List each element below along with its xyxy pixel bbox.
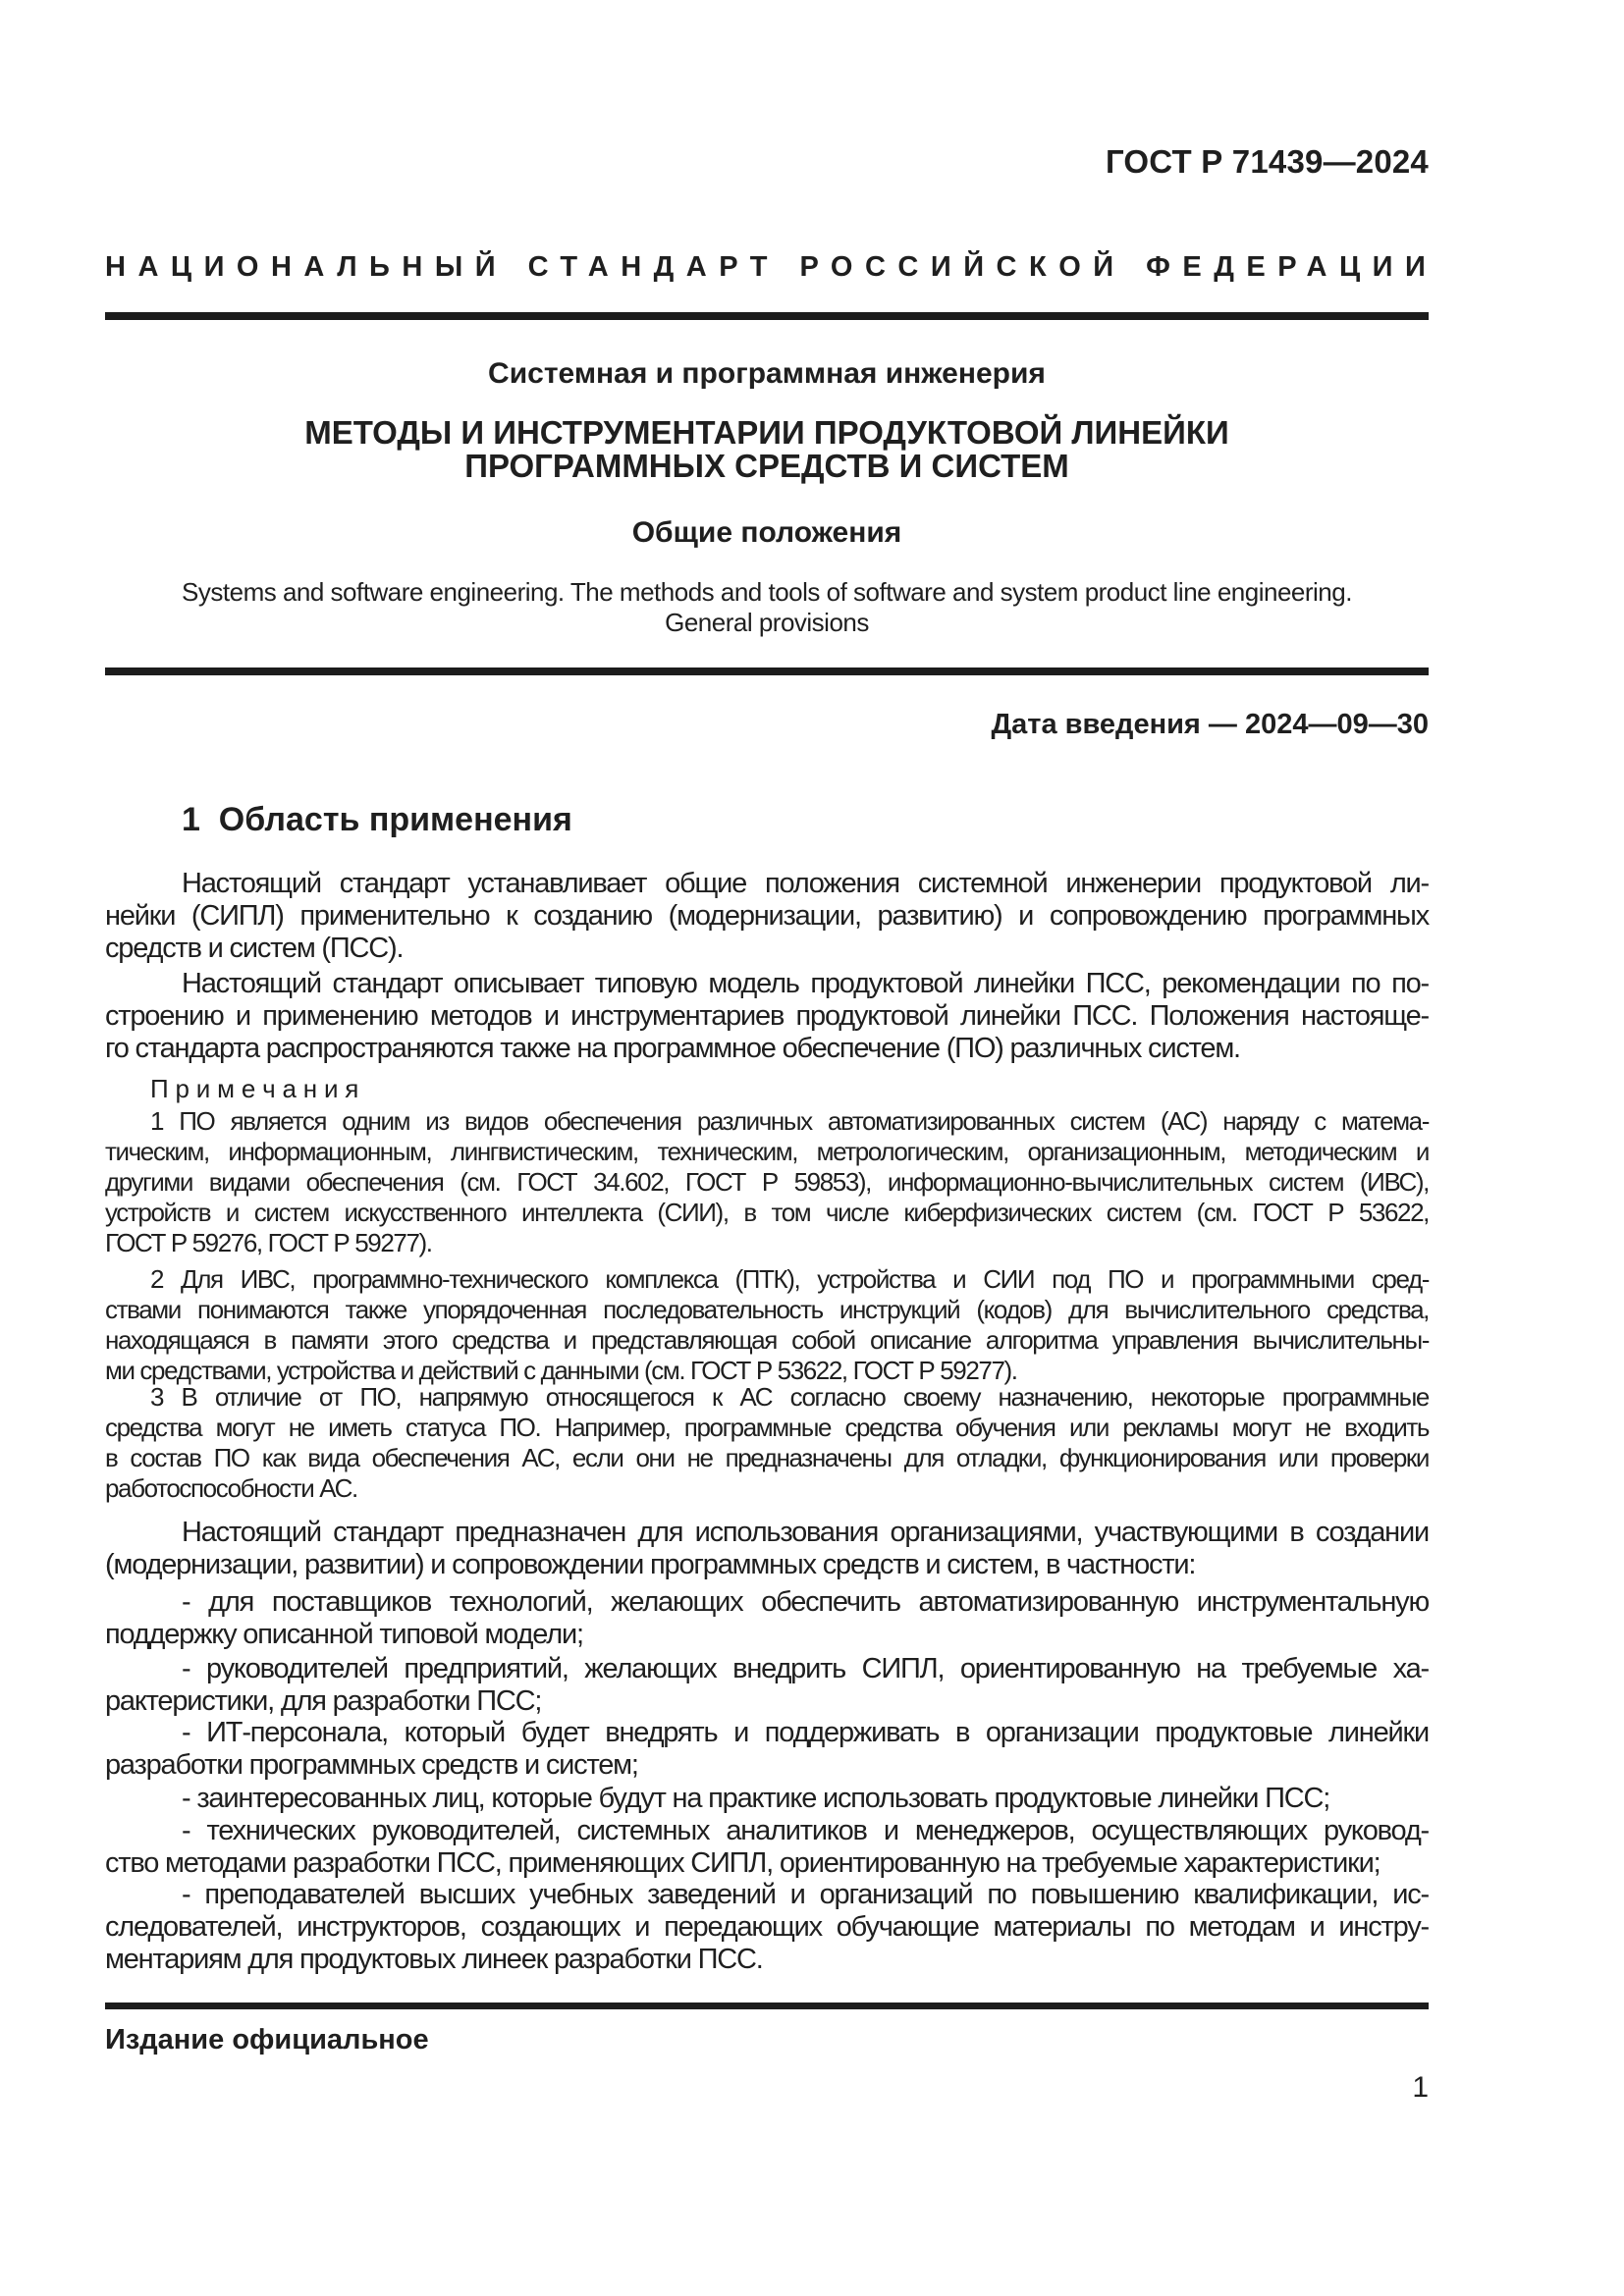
- text-line: тическим, информационным, лингвистическим, техническим, метрологическим, организационным, методическим и: [105, 1137, 1429, 1166]
- text-line: го стандарта распространяются также на программное обеспечение (ПО) различных систем.: [105, 1033, 1240, 1064]
- main-title: [105, 416, 1429, 483]
- text-line: другими видами обеспечения (см. ГОСТ 34.602, ГОСТ Р 59853), информационно-вычислительных систем (ИВС),: [105, 1167, 1429, 1197]
- text-line: - руководителей предприятий, желающих внедрить СИПЛ, ориентированную на требуемые ха-: [182, 1653, 1429, 1684]
- scope-paragraph-3: [105, 1517, 1429, 1581]
- divider-rule-bottom: [105, 2002, 1429, 2009]
- text-line: ПРОГРАММНЫХ СРЕДСТВ И СИСТЕМ: [464, 448, 1069, 484]
- text-line: строению и применению методов и инструментариев продуктовой линейки ПСС. Положения настояще-: [105, 1000, 1429, 1032]
- bullet-item-4: [105, 1783, 1429, 1815]
- note-3: [105, 1382, 1429, 1504]
- text-line: Systems and software engineering. The methods and tools of software and system product line engineering.: [182, 577, 1352, 607]
- page-number: 1: [1412, 2071, 1429, 2104]
- text-line: - для поставщиков технологий, желающих обеспечить автоматизированную инструментальную: [182, 1586, 1429, 1618]
- text-line: - ИТ-персонала, который будет внедрять и поддерживать в организации продуктовые линейки: [182, 1717, 1429, 1748]
- text-line: ГОСТ Р 59276, ГОСТ Р 59277).: [105, 1228, 432, 1257]
- text-line: (модернизации, развитии) и сопровождении программных средств и систем, в частности:: [105, 1549, 1196, 1580]
- text-line: Настоящий стандарт описывает типовую модель продуктовой линейки ПСС, рекомендации по по-: [182, 968, 1429, 999]
- text-line: поддержку описанной типовой модели;: [105, 1619, 583, 1650]
- divider-rule-middle: [105, 667, 1429, 675]
- text-line: Настоящий стандарт устанавливает общие положения системной инженерии продуктовой ли-: [182, 868, 1429, 899]
- subject-title: Системная и программная инженерия: [488, 357, 1046, 390]
- scope-paragraph-1: [105, 868, 1429, 965]
- text-line: ментариям для продуктовых линеек разработки ПСС.: [105, 1944, 763, 1975]
- text-line: ствами понимаются также упорядоченная последовательность инструкций (кодов) для вычислительного средства,: [105, 1295, 1429, 1324]
- effective-date: Дата введения — 2024—09—30: [991, 709, 1429, 740]
- official-edition-label: Издание официальное: [105, 2024, 429, 2056]
- text-line: в состав ПО как вида обеспечения АС, если они не предназначены для отладки, функционирования или проверки: [105, 1443, 1429, 1472]
- divider-rule-top: [105, 312, 1429, 320]
- text-line: - технических руководителей, системных аналитиков и менеджеров, осуществляющих руковод-: [182, 1815, 1429, 1846]
- text-line: - заинтересованных лиц, которые будут на практике использовать продуктовые линейки ПСС;: [182, 1783, 1330, 1814]
- scope-paragraph-2: [105, 968, 1429, 1065]
- section-1-heading: 1 Область применения: [182, 801, 572, 838]
- text-line: средства могут не иметь статуса ПО. Например, программные средства обучения или рекламы могут не входить: [105, 1413, 1429, 1442]
- text-line: ство методами разработки ПСС, применяющих СИПЛ, ориентированную на требуемые характеристики;: [105, 1847, 1380, 1879]
- note-1: [105, 1106, 1429, 1258]
- text-line: 3 В отличие от ПО, напрямую относящегося к АС согласно своему назначению, некоторые программные: [150, 1382, 1429, 1412]
- notes-label: П р и м е ч а н и я: [150, 1074, 359, 1103]
- subtitle: Общие положения: [631, 516, 902, 549]
- text-line: МЕТОДЫ И ИНСТРУМЕНТАРИИ ПРОДУКТОВОЙ ЛИНЕЙКИ: [304, 414, 1229, 451]
- bullet-item-3: [105, 1717, 1429, 1782]
- standard-designation: ГОСТ Р 71439—2024: [1105, 143, 1429, 180]
- text-line: Настоящий стандарт предназначен для использования организациями, участвующими в создании: [182, 1517, 1429, 1548]
- national-standard-banner: НАЦИОНАЛЬНЫЙ СТАНДАРТ РОССИЙСКОЙ ФЕДЕРАЦИИ: [105, 251, 1438, 283]
- bullet-item-5: [105, 1815, 1429, 1880]
- text-line: средств и систем (ПСС).: [105, 933, 404, 964]
- text-line: устройств и систем искусственного интеллекта (СИИ), в том числе киберфизических систем (см. ГОСТ Р 53622,: [105, 1198, 1429, 1227]
- text-line: следователей, инструкторов, создающих и передающих обучающие материалы по методам и инстру-: [105, 1911, 1429, 1943]
- text-line: работоспособности АС.: [105, 1473, 357, 1503]
- bullet-item-1: [105, 1586, 1429, 1651]
- text-line: - преподавателей высших учебных заведений и организаций по повышению квалификации, ис-: [182, 1879, 1429, 1910]
- text-line: нейки (СИПЛ) применительно к созданию (модернизации, развитию) и сопровождению программных: [105, 900, 1429, 932]
- bullet-item-2: [105, 1653, 1429, 1718]
- text-line: 2 Для ИВС, программно-технического комплекса (ПТК), устройства и СИИ под ПО и программными сред-: [150, 1264, 1429, 1294]
- text-line: General provisions: [665, 608, 869, 637]
- text-line: разработки программных средств и систем;: [105, 1749, 638, 1781]
- text-line: ми средствами, устройства и действий с данными (см. ГОСТ Р 53622, ГОСТ Р 59277).: [105, 1356, 1017, 1385]
- text-line: находящаяся в памяти этого средства и представляющая собой описание алгоритма управления вычислительны-: [105, 1325, 1429, 1355]
- text-line: рактеристики, для разработки ПСС;: [105, 1685, 542, 1717]
- title-english: [105, 577, 1429, 638]
- bullet-item-6: [105, 1879, 1429, 1976]
- note-2: [105, 1264, 1429, 1386]
- text-line: 1 ПО является одним из видов обеспечения различных автоматизированных систем (АС) наряду с матема-: [150, 1106, 1429, 1136]
